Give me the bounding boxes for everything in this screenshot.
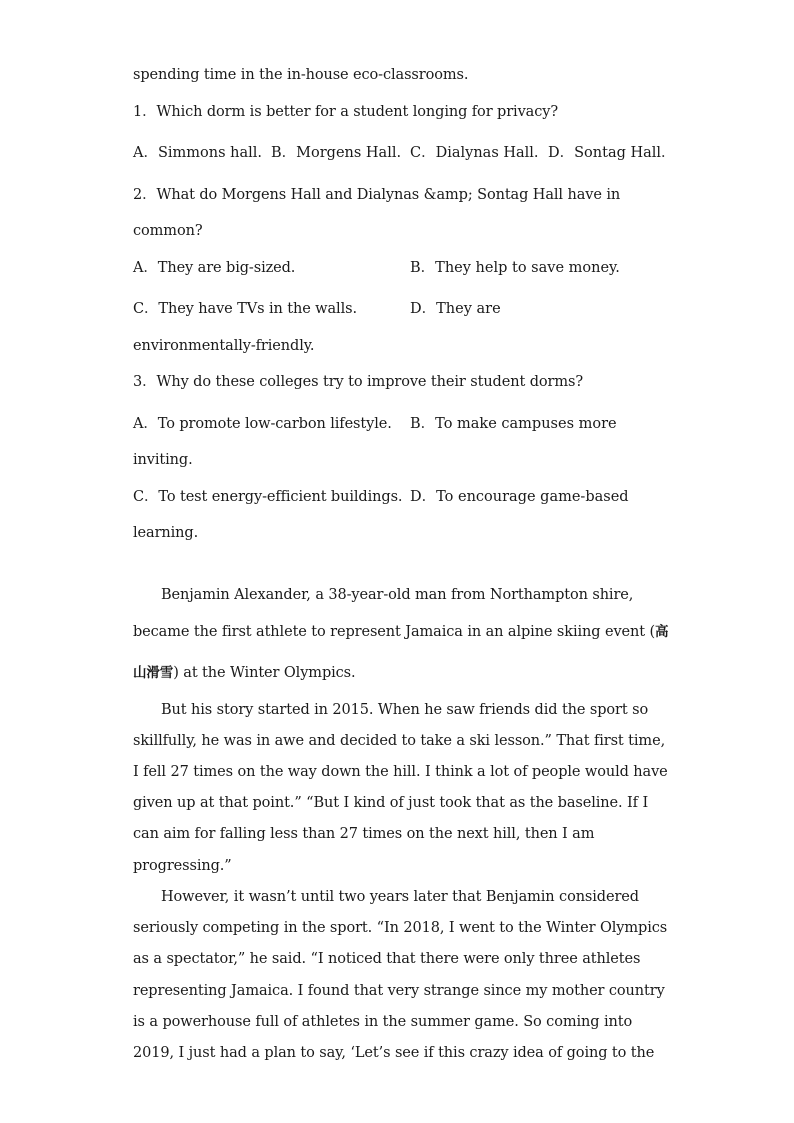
question-2-stem-cont: common?	[133, 223, 203, 239]
passage-p3-line: 2019, I just had a plan to say, ‘Let’s see if this crazy idea of going to the	[133, 1045, 655, 1061]
q3-option-d: D．To encourage game-based	[410, 489, 629, 505]
q1-option-a: A．Simmons hall.	[133, 145, 263, 161]
passage-p2-line: But his story started in 2015. When he saw friends did the sport so	[161, 702, 649, 718]
q2-option-b: B．They help to save money.	[410, 260, 620, 276]
passage-cjk-text: 山滑雪	[133, 665, 174, 681]
q2-option-a: A．They are big-sized.	[133, 260, 296, 276]
passage-p3-line: representing Jamaica. I found that very strange since my mother country	[133, 983, 665, 999]
passage-p3-line: However, it wasn’t until two years later that Benjamin considered	[161, 889, 639, 905]
q2-option-d-cont: environmentally-friendly.	[133, 338, 315, 354]
question-2-stem: 2．What do Morgens Hall and Dialynas &amp; Sontag Hall have in	[133, 187, 621, 203]
passage-cjk-text: 高	[655, 624, 669, 640]
passage-p3-line: is a powerhouse full of athletes in the summer game. So coming into	[133, 1014, 633, 1030]
passage-p1-line	[133, 663, 356, 683]
q3-option-d-cont: learning.	[133, 525, 199, 541]
q3-option-b-cont: inviting.	[133, 452, 193, 468]
passage-text-line: spending time in the in-house eco-classrooms.	[133, 67, 469, 83]
q3-option-c: C．To test energy-efficient buildings.	[133, 489, 403, 505]
passage-p2-line: progressing.”	[133, 858, 232, 874]
q2-option-c: C．They have TVs in the walls.	[133, 301, 357, 317]
q1-option-b: B．Morgens Hall.	[271, 145, 402, 161]
q1-option-c: C．Dialynas Hall.	[410, 145, 539, 161]
passage-p2-line: can aim for falling less than 27 times on the next hill, then I am	[133, 826, 595, 842]
passage-p2-line: given up at that point.” “But I kind of just took that as the baseline. If I	[133, 795, 649, 811]
question-3-stem: 3．Why do these colleges try to improve their student dorms?	[133, 374, 584, 390]
q3-option-b: B．To make campuses more	[410, 416, 617, 432]
passage-p2-line: skillfully, he was in awe and decided to take a ski lesson.” That first time,	[133, 733, 666, 749]
question-1-stem: 1．Which dorm is better for a student longing for privacy?	[133, 104, 559, 120]
passage-text: ) at the Winter Olympics.	[173, 665, 356, 681]
passage-p2-line: I fell 27 times on the way down the hill. I think a lot of people would have	[133, 764, 668, 780]
passage-p1-line	[133, 622, 668, 642]
q1-option-d: D．Sontag Hall．	[548, 145, 676, 161]
q3-option-a: A．To promote low-carbon lifestyle.	[133, 416, 392, 432]
q2-option-d: D．They are	[410, 301, 501, 317]
passage-p3-line: seriously competing in the sport. “In 2018, I went to the Winter Olympics	[133, 920, 668, 936]
passage-text: became the first athlete to represent Jamaica in an alpine skiing event (	[133, 624, 656, 640]
passage-p1-line: Benjamin Alexander, a 38-year-old man from Northampton shire,	[161, 587, 634, 603]
passage-p3-line: as a spectator,” he said. “I noticed that there were only three athletes	[133, 951, 641, 967]
